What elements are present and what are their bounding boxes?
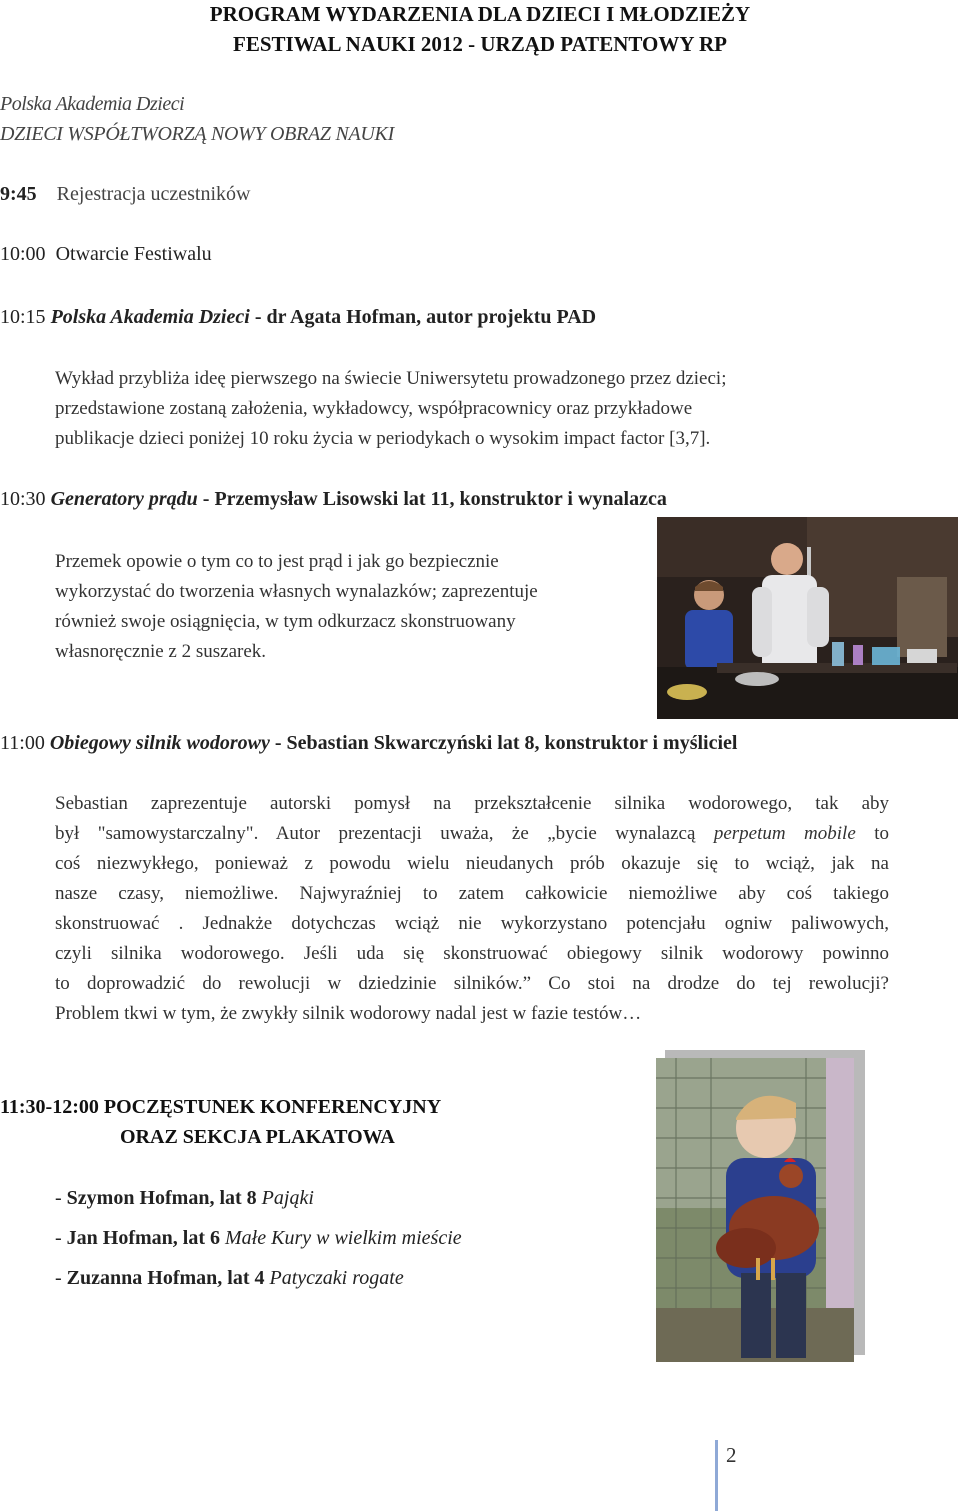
schedule-item-opening bbox=[0, 243, 212, 266]
desc-line: Wykład przybliża ideę pierwszego na świecie Uniwersytetu prowadzonego przez dzieci; bbox=[55, 368, 727, 389]
time: 10:30 bbox=[0, 488, 46, 510]
lab-demo-photo bbox=[657, 517, 958, 719]
poster-title: Pająki bbox=[261, 1187, 314, 1209]
poster-item bbox=[55, 1267, 404, 1290]
page-number-divider bbox=[715, 1440, 718, 1511]
schedule-item-registration bbox=[0, 183, 250, 206]
desc-line: wykorzystać do tworzenia własnych wynalazków; zaprezentuje bbox=[55, 581, 538, 602]
desc-line: również swoje osiągnięcia, w tym odkurzacz skonstruowany bbox=[55, 611, 516, 632]
poster-item bbox=[55, 1187, 314, 1210]
boy-with-hen-photo bbox=[656, 1058, 854, 1362]
schedule-item-pad bbox=[0, 306, 596, 329]
poster-author: Zuzanna Hofman, lat 4 bbox=[66, 1267, 265, 1289]
desc-line: publikacje dzieci poniżej 10 roku życia w periodykach o wysokim impact factor [3,7]. bbox=[55, 428, 711, 449]
time: 11:00 bbox=[0, 732, 45, 754]
desc-line: skonstruować . Jednakże dotychczas wciąż nie wykorzystano potencjału ogniw paliwowych, bbox=[55, 913, 889, 934]
time: 9:45 bbox=[0, 183, 37, 205]
item-speaker: - dr Agata Hofman, autor projektu PAD bbox=[249, 306, 597, 328]
poster-session-title: ORAZ SEKCJA PLAKATOWA bbox=[120, 1126, 395, 1148]
perpetum-mobile-phrase: perpetum mobile bbox=[713, 823, 856, 844]
item-title: Polska Akademia Dzieci bbox=[50, 306, 250, 328]
desc-line: własnoręcznie z 2 suszarek. bbox=[55, 641, 267, 662]
poster-title: Małe Kury w wielkim mieście bbox=[225, 1227, 462, 1249]
time: 10:15 bbox=[0, 306, 46, 328]
dash: - bbox=[55, 1227, 67, 1249]
item-title: Generatory prądu bbox=[50, 488, 198, 510]
desc-line: nasze czasy, niemożliwe. Najwyraźniej to zatem całkowicie niemożliwe aby coś takiego bbox=[55, 883, 889, 904]
desc-fragment: to bbox=[855, 823, 889, 844]
document-subtitle: FESTIWAL NAUKI 2012 - URZĄD PATENTOWY RP bbox=[233, 32, 727, 56]
time: 10:00 bbox=[0, 243, 46, 265]
schedule-item-refreshments bbox=[0, 1096, 441, 1119]
desc-fragment: był "samowystarczalny". Autor prezentacji uważa, że „bycie wynalazcą bbox=[55, 823, 714, 844]
desc-line: Sebastian zaprezentuje autorski pomysł na przekształcenie silnika wodorowego, tak aby bbox=[55, 793, 889, 814]
poster-author: Jan Hofman, lat 6 bbox=[66, 1227, 221, 1249]
item-title: Obiegowy silnik wodorowy bbox=[49, 732, 270, 754]
desc-line: to doprowadzić do rewolucji w dziedzinie silników.” Co stoi na drodze do tej rewolucji? bbox=[55, 973, 889, 994]
schedule-item-hydrogen-engine bbox=[0, 732, 737, 755]
desc-line: Problem tkwi w tym, że zwykły silnik wodorowy nadal jest w fazie testów… bbox=[55, 1003, 642, 1024]
hydrogen-engine-description bbox=[55, 789, 889, 1029]
schedule-item-generators bbox=[0, 488, 667, 511]
document-title: PROGRAM WYDARZENIA DLA DZIECI I MŁODZIEŻY bbox=[209, 2, 751, 26]
poster-author: Szymon Hofman, lat 8 bbox=[66, 1187, 257, 1209]
intro-motto: DZIECI WSPÓŁTWORZĄ NOWY OBRAZ NAUKI bbox=[0, 123, 394, 145]
desc-line: coś niezwykłego, ponieważ z powodu wielu nieudanych prób okazuje się to wciąż, jak na bbox=[55, 853, 889, 874]
item-text: Otwarcie Festiwalu bbox=[55, 243, 212, 265]
time: 11:30-12:00 bbox=[0, 1096, 99, 1118]
poster-title: Patyczaki rogate bbox=[269, 1267, 404, 1289]
desc-line: przedstawione zostaną założenia, wykładowcy, współpracownicy oraz przykładowe bbox=[55, 398, 693, 419]
page-number: 2 bbox=[726, 1443, 737, 1467]
desc-line: Przemek opowie o tym co to jest prąd i jak go bezpiecznie bbox=[55, 551, 499, 572]
item-text: Rejestracja uczestników bbox=[56, 183, 251, 205]
dash: - bbox=[55, 1267, 67, 1289]
item-speaker: - Sebastian Skwarczyński lat 8, konstruktor i myśliciel bbox=[269, 732, 738, 754]
dash: - bbox=[55, 1187, 67, 1209]
pad-description bbox=[55, 364, 727, 454]
poster-item bbox=[55, 1227, 462, 1250]
generators-description bbox=[55, 547, 538, 667]
desc-line bbox=[55, 819, 889, 849]
intro-academy: Polska Akademia Dzieci bbox=[0, 93, 185, 115]
item-title: POCZĘSTUNEK KONFERENCYJNY bbox=[103, 1096, 442, 1118]
desc-line: czyli silnika wodorowego. Jeśli uda się skonstruować obiegowy silnik wodorowy powinno bbox=[55, 943, 889, 964]
item-speaker: - Przemysław Lisowski lat 11, konstruktor i wynalazca bbox=[197, 488, 667, 510]
